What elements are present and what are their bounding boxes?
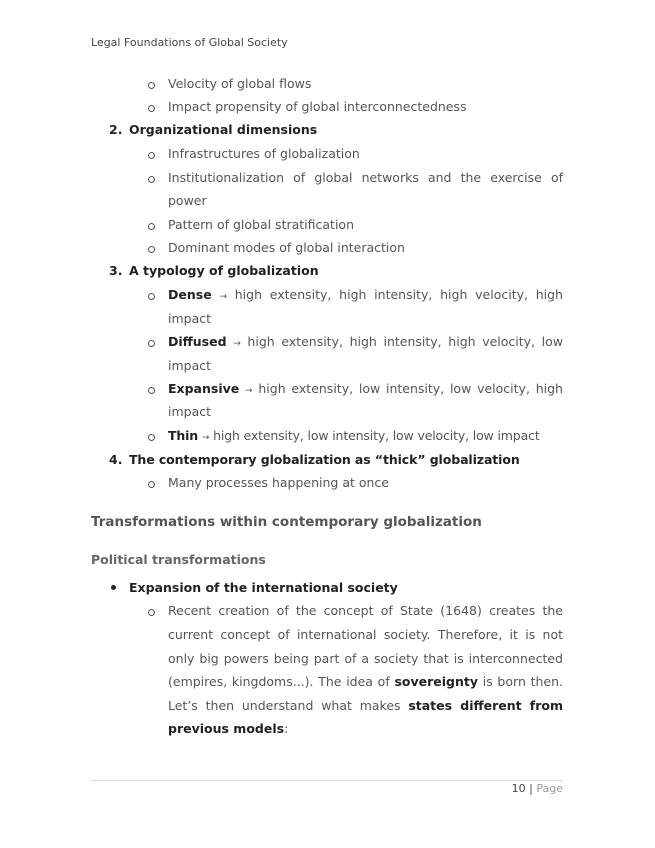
- circle-bullet-icon: [148, 340, 155, 347]
- text-run: :: [284, 721, 289, 736]
- bold-term: previous models: [168, 721, 285, 736]
- list-item-continuation: impact: [168, 404, 212, 419]
- list-number: 3.: [109, 263, 123, 278]
- paragraph-line: [168, 674, 563, 690]
- arrow-icon: →: [201, 433, 210, 443]
- circle-bullet-icon: [148, 82, 155, 89]
- list-item-continuation: power: [168, 193, 207, 208]
- subsection-heading: Political transformations: [91, 552, 266, 567]
- paragraph-line: Recent creation of the concept of State (1648) creates the: [168, 603, 563, 618]
- list-item: Impact propensity of global interconnectedness: [168, 99, 467, 114]
- list-number: 2.: [109, 122, 123, 137]
- circle-bullet-icon: [148, 176, 155, 183]
- typology-term: Dense: [168, 287, 212, 302]
- list-item-continuation: impact: [168, 311, 212, 326]
- section-heading: Transformations within contemporary globalization: [91, 514, 482, 530]
- arrow-icon: →: [219, 292, 227, 302]
- typology-term: Diffused: [168, 334, 227, 349]
- list-item: Infrastructures of globalization: [168, 146, 360, 161]
- footer-divider: [91, 780, 563, 781]
- typology-desc: high extensity, high intensity, high velocity, low: [247, 334, 564, 349]
- typology-term: Thin: [168, 428, 199, 443]
- circle-bullet-icon: [148, 223, 155, 230]
- circle-bullet-icon: [148, 387, 155, 394]
- circle-bullet-icon: [148, 152, 155, 159]
- page-label: Page: [536, 782, 563, 795]
- arrow-icon: →: [233, 339, 241, 349]
- paragraph-line: [168, 721, 563, 737]
- circle-bullet-icon: [148, 105, 155, 112]
- page-number: 10: [511, 782, 526, 795]
- list-number: 4.: [109, 452, 123, 467]
- circle-bullet-icon: [148, 293, 155, 300]
- list-heading: A typology of globalization: [129, 263, 319, 278]
- disc-bullet-icon: [111, 585, 116, 590]
- paragraph-line: [168, 698, 563, 714]
- arrow-icon: →: [245, 386, 253, 396]
- bold-term: states different from: [408, 698, 563, 713]
- list-item: Velocity of global flows: [168, 76, 312, 91]
- text-run: is born then.: [478, 674, 563, 689]
- paragraph-line: current concept of international society. Therefore, it is not: [168, 627, 563, 642]
- list-item: Pattern of global stratification: [168, 217, 354, 232]
- circle-bullet-icon: [148, 434, 155, 441]
- list-heading: Organizational dimensions: [129, 122, 318, 137]
- circle-bullet-icon: [148, 246, 155, 253]
- paragraph-line: only big powers being part of a society that is interconnected: [168, 651, 563, 666]
- circle-bullet-icon: [148, 481, 155, 488]
- bold-term: sovereignty: [394, 674, 479, 689]
- page-footer: [512, 782, 563, 795]
- footer-separator: |: [525, 782, 537, 795]
- typology-item: [168, 287, 563, 305]
- typology-desc: high extensity, low intensity, low velocity, high: [258, 381, 563, 396]
- typology-item: [168, 428, 563, 446]
- typology-item: [168, 334, 563, 352]
- list-item: Institutionalization of global networks and the exercise of: [168, 170, 563, 185]
- list-item-continuation: impact: [168, 358, 212, 373]
- text-run: Let’s then understand what makes: [168, 698, 409, 713]
- running-header: Legal Foundations of Global Society: [91, 36, 288, 49]
- text-run: (empires, kingdoms...). The idea of: [168, 674, 395, 689]
- list-item: Dominant modes of global interaction: [168, 240, 405, 255]
- bullet-heading: Expansion of the international society: [129, 580, 398, 595]
- typology-term: Expansive: [168, 381, 240, 396]
- list-item: Many processes happening at once: [168, 475, 389, 490]
- typology-item: [168, 381, 563, 399]
- typology-desc: high extensity, high intensity, high velocity, high: [234, 287, 563, 302]
- typology-desc: high extensity, low intensity, low velocity, low impact: [213, 428, 540, 443]
- circle-bullet-icon: [148, 609, 155, 616]
- list-heading: The contemporary globalization as “thick” globalization: [129, 452, 520, 467]
